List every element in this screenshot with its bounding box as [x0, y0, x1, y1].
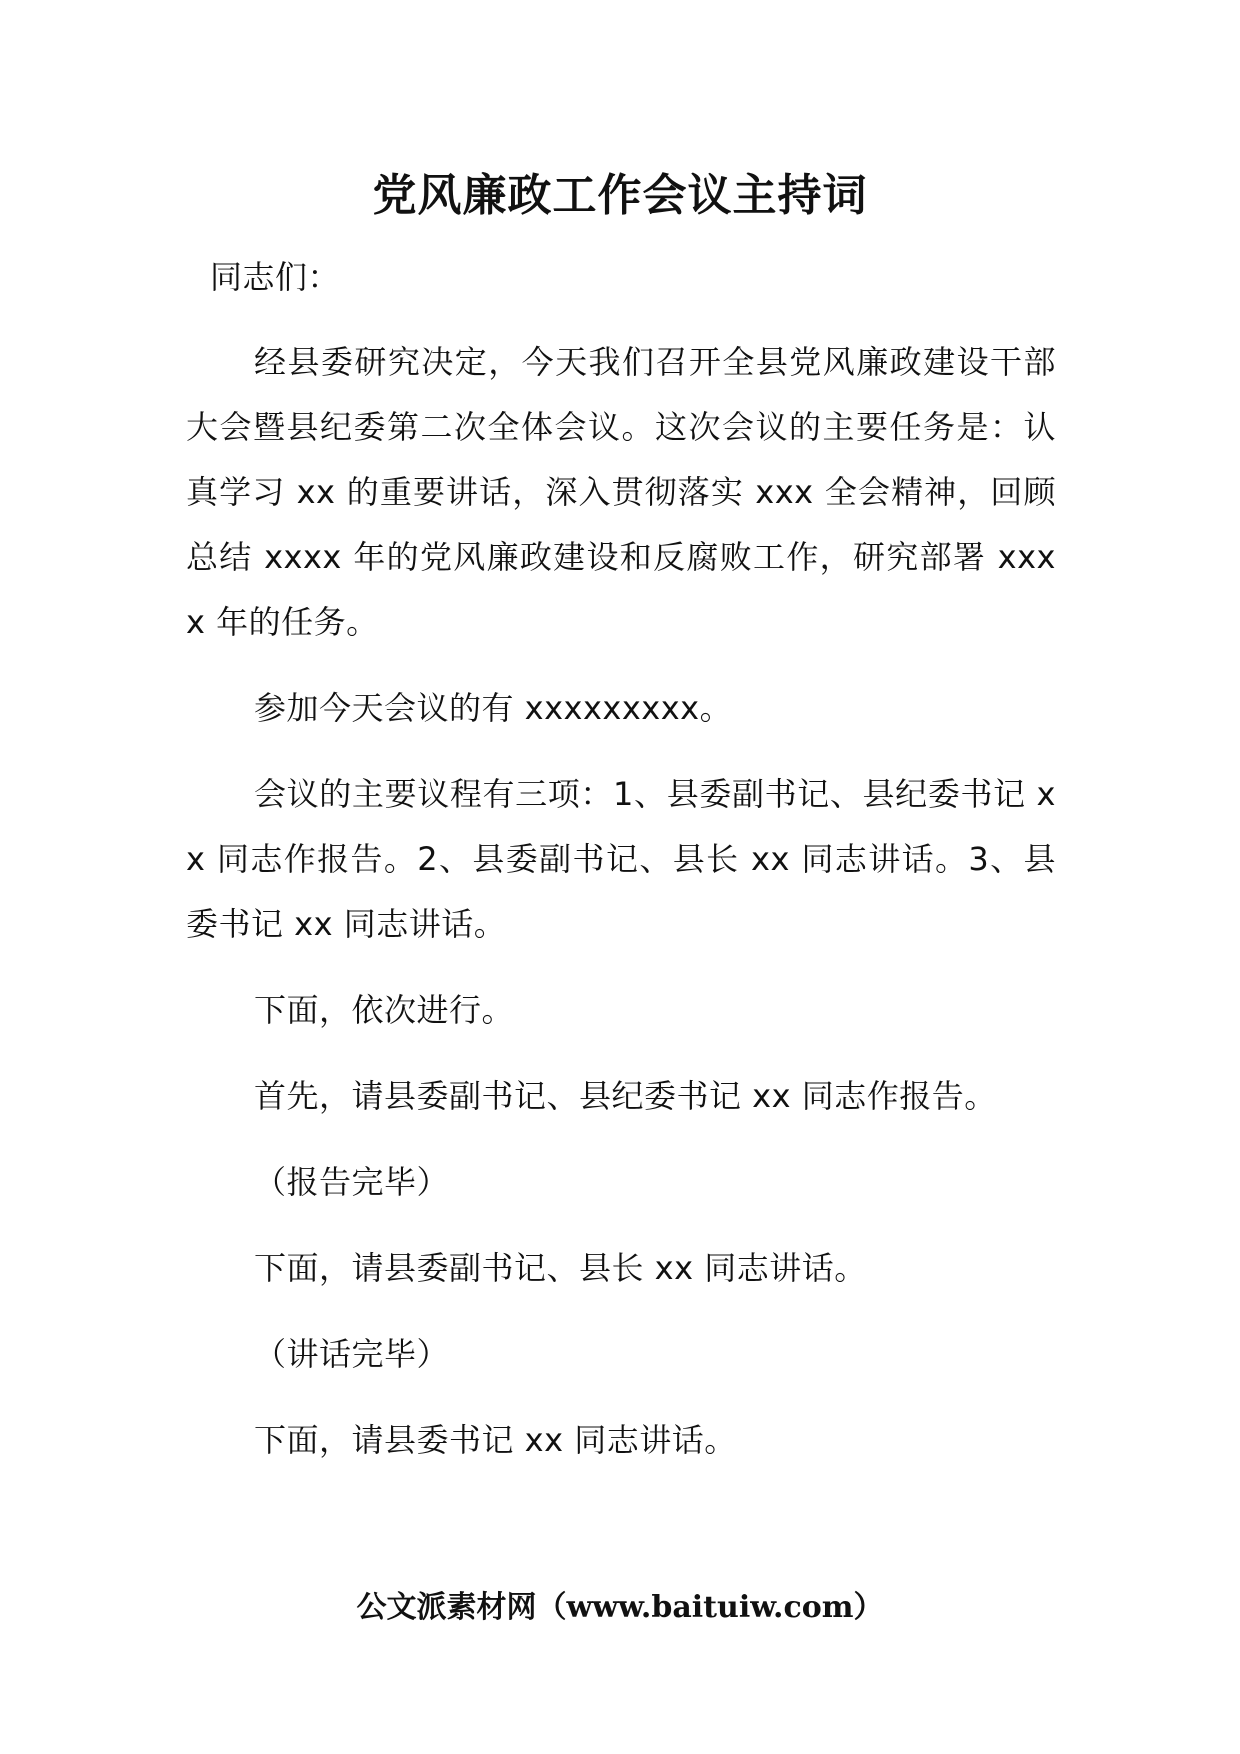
document-body: [186, 245, 1056, 1494]
paragraph-speech-done: （讲话完毕）: [254, 1335, 450, 1373]
footer-source: 公文派素材网（www.baituiw.com）: [356, 1590, 884, 1625]
paragraph-report-done: （报告完毕）: [254, 1163, 450, 1201]
paragraph-proceed: 下面，依次进行。: [254, 991, 515, 1029]
paragraph-county-head-speech: 下面，请县委副书记、县长 xx 同志讲话。: [254, 1249, 867, 1287]
paragraph-secretary-speech: 下面，请县委书记 xx 同志讲话。: [254, 1421, 737, 1459]
greeting: 同志们：: [210, 258, 341, 296]
paragraph-agenda: 会议的主要议程有三项：1、县委副书记、县纪委书记 xx 同志作报告。2、县委副书记、县长 xx 同志讲话。3、县委书记 xx 同志讲话。: [186, 775, 1056, 943]
paragraph-attendees: 参加今天会议的有 xxxxxxxxx。: [254, 689, 733, 727]
paragraph-intro: 经县委研究决定，今天我们召开全县党风廉政建设干部大会暨县纪委第二次全体会议。这次会议的主要任务是：认真学习 xx 的重要讲话，深入贯彻落实 xxx 全会精神，回顾总结 xxxx 年的党风廉政建设和反腐败工作，研究部署 xxxx 年的任务。: [186, 343, 1056, 641]
paragraph-first-report: 首先，请县委副书记、县纪委书记 xx 同志作报告。: [254, 1077, 997, 1115]
document-title: 党风廉政工作会议主持词: [372, 170, 868, 221]
